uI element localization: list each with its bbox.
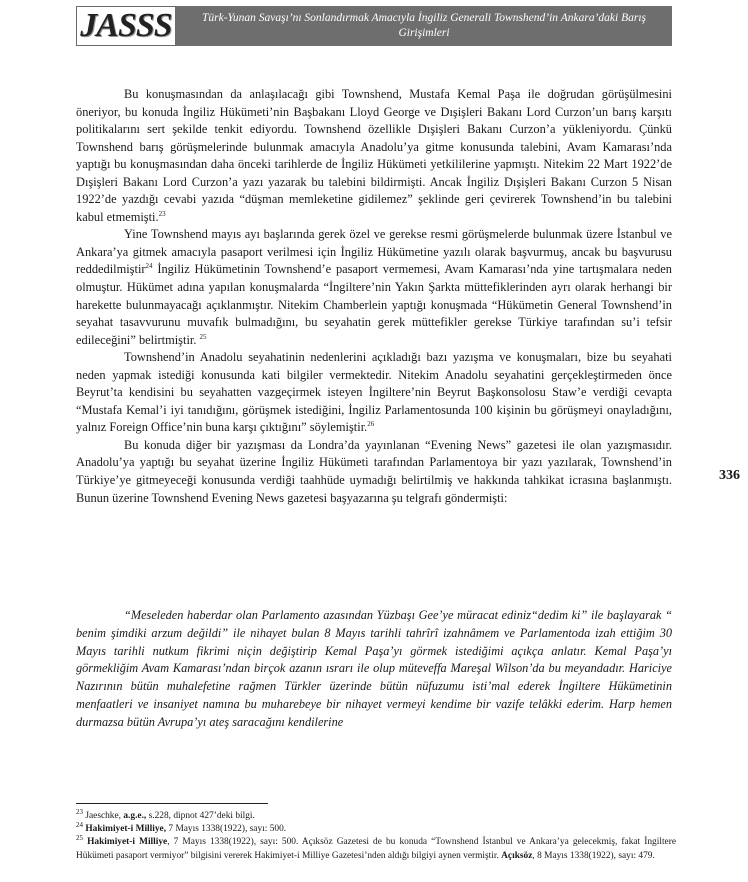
footnote-ref[interactable]: 25: [199, 332, 207, 341]
journal-logo: [76, 6, 176, 46]
running-title-bar: [176, 6, 672, 46]
footnote-text: Jaeschke,: [83, 811, 124, 821]
footnote-ref[interactable]: 26: [367, 420, 375, 429]
footnote-number: 24: [76, 821, 83, 830]
footnote-ref[interactable]: 23: [158, 209, 166, 218]
footnote-number: 23: [76, 807, 83, 816]
footnote-text: 7 Mayıs 1338(1922), sayı: 500.: [166, 824, 287, 835]
paragraph-text: Bu konuda diğer bir yazışması da Londra’da yayınlanan “Evening News” gazetesi ile olan yazışmasıdır. Anadolu’ya yaptığı bu seyahat üzerine İngiliz Hükümeti tarafından Parlamentoya bir yazı yazılarak, Townshend’in Türkiye’ye gitmeyeceği konusunda verdiği taahhüde uymadığı belirtilmiş ve hakkında tahkikat icrasına başlanmıştı. Bunun üzerine Townshend Evening News gazetesi başyazarına şu telgrafı göndermişti:: [76, 437, 672, 505]
paragraph-text: Townshend’in Anadolu seyahatinin nedenlerini açıkladığı bazı yazışma ve konuşmaları, bize bu seyahati neden yapmak istediği konusunda kati bilgiler vermektedir. Nitekim Anadolu seyahatini gerçekleştirmeden önce Beyrut’ta kendisini bu seyahatten vazgeçirmek isteyen İngiltere’nin Beyrut Başkonsolosu Staw’e verdiği cevapta “Mustafa Kemal’i iyi tanıdığını, görüşmek istediğini, İngiliz Parlamentosunda 100 kişinin bu görüşmeyi onayladığını, yalnız Foreign Office’nin buna karşı çıktığını” söylemiştir.: [76, 350, 672, 435]
footnote-23: [76, 807, 676, 823]
footnote-text: , 8 Mayıs 1338(1922), sayı: 479.: [532, 850, 655, 861]
journal-logo-text: JASSS: [80, 7, 172, 44]
footnote-source: a.g.e.,: [123, 811, 147, 821]
page-header: [76, 6, 672, 46]
footnote-source: Hakimiyet-i Milliye: [87, 837, 168, 848]
paragraph-text: Yine Townshend mayıs ayı başlarında gerek özel ve gerekse resmi görüşmelerde bulunmak üzere İstanbul ve Ankara’ya gitmek amacıyla pasaport verilmesi için İngiliz Hükümetine yazılı olarak başvurmuş, ancak bu başvurusu reddedilmiştir: [76, 227, 672, 277]
footnote-ref[interactable]: 24: [145, 262, 153, 271]
block-quote: “Meseleden haberdar olan Parlamento azasından Yüzbaşı Gee’ye müracat ediniz“dedim ki” ile başlayarak “ benim şimdiki arzum değildi” ile nihayet bulan 8 Mayıs tarihli tahrîrî izahnâmem ve Parlamentoda izah ettiğim 30 Mayıs tarihli nutkum fikrimi niçin değiştirip Kemal Paşa’yı görmek istediğimi açıkça anlatır. Kemal Paşa’yı görmekliğim Avam Kamarası’ndan birçok azanın ısrarı ile olup müteveffa Mareşal Wilson’da bu meyandadır. Hariciye Nazırının bütün muhalefetine rağmen Türkler üzerinde bütün nüfuzumu isti’mal ederek İngiltere Hükümetinin menfaatleri ve insaniyet namına bu muharebeye bir nihayet vermeyi kendime bir vazife telâkki ederim. Harp hemen durmazsa bütün Avrupa’yı ateş saracağını kendilerine: [76, 608, 672, 729]
paragraph-text: Bu konuşmasından da anlaşılacağı gibi Townshend, Mustafa Kemal Paşa ile doğrudan görüşülmesini öneriyor, bu konuda İngiliz Hükümeti’nin Başbakanı Lloyd George ve Dışişleri Bakanı Lord Curzon’un barış karşıtı politikalarını sert şekilde tenkit ediyordu. Townshend özellikle Dışişleri Bakanı Curzon’a yükleniyordu. Çünkü Townshend barış görüşmelerinde bulunmak amacıyla Anadolu’ya gitme konusunda talebini, Avam Kamarası’nda yaptığı bu konuşmasından daha önceki tarihlerde de İngiliz Hükümeti yetkililerine yapmıştı. Nitekim 22 Mart 1922’de Dışişleri Bakanı Lord Curzon’a yazı yazarak bu talebini bildirmişti. Ancak İngiliz Dışişleri Bakanı Curzon 5 Nisan 1922’de yazdığı cevabi yazıda “düşman memleketine gidilemez” şeklinde geri çevirerek Townshend’in bu talebini kabul etmemişti.: [76, 87, 672, 224]
page-number: 336: [719, 468, 740, 483]
footnotes: [76, 807, 676, 863]
running-title: Türk-Yunan Savaşı’nı Sonlandırmak Amacıyla İngiliz Generali Townshend’in Ankara’daki Barış Girişimleri: [201, 12, 647, 39]
footnote-number: 25: [76, 834, 83, 843]
footnote-text: s.228, dipnot 427’deki bilgi.: [146, 811, 255, 821]
footnote-source: Açıksöz: [501, 850, 533, 861]
footnote-24: [76, 823, 676, 836]
footnote-25: [76, 836, 676, 862]
footnote-text: , 7 Mayıs 1338(1922), sayı: 500. Açıksöz Gazetesi de bu konuda “Townshend İstanbul ve Ankara’ya gelecekmiş, fakat İngiltere Hükümeti pasaport vermiyor” bilgisini vererek Hakimiyet-i Milliye Gazetesi’nden aldığı bilgiyi aynen vermiştir.: [76, 837, 676, 861]
paragraph-3: [76, 349, 672, 437]
body-text: [76, 86, 672, 507]
paragraph-text: İngiliz Hükümetinin Townshend’e pasaport vermemesi, Avam Kamarası’nda yine tartışmalara neden olmuştur. Hükümet adına yapılan konuşmalarda “İngiltere’nin Yakın Şarkta müttefiklerinden ayrı olarak herhangi bir harekette bulunmayacağı açıklanmıştır. Nitekim Chamberlein yaptığı konuşmada “Hükümetin General Townshend’in seyahat tasavvurunu muvafık bulmadığını, bu seyahatin gerek müttefikler gerekse Türkiye tarafından su’i tefsir edileceğini” belirtmiştir.: [76, 262, 672, 347]
paragraph-2: [76, 226, 672, 349]
paragraph-1: [76, 86, 672, 226]
footnote-divider: [76, 803, 268, 804]
paragraph-4: [76, 437, 672, 507]
footnote-source: Hakimiyet-i Milliye,: [85, 824, 167, 835]
